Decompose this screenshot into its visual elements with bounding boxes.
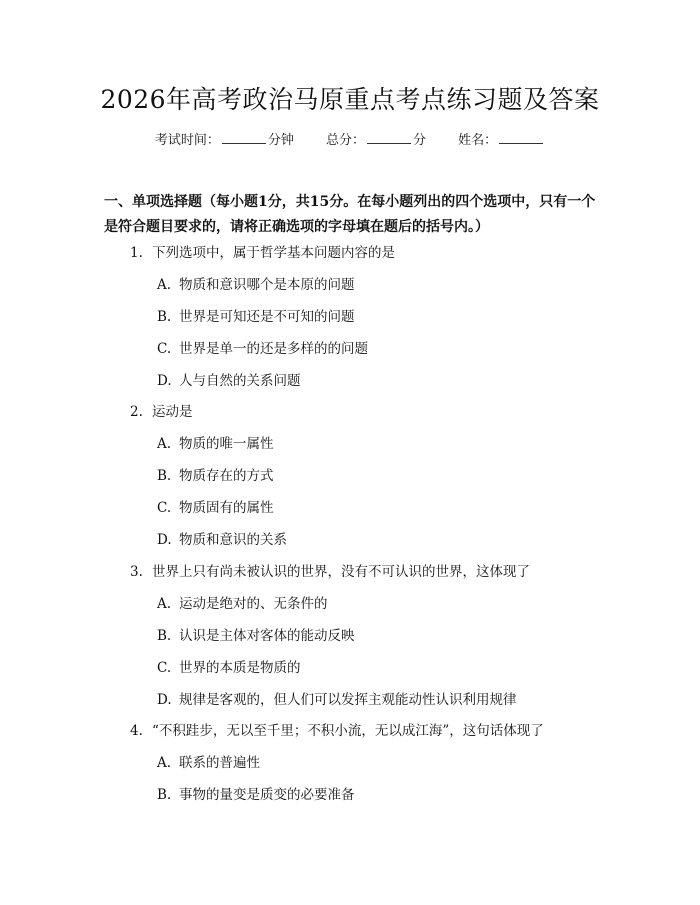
option-letter: A. xyxy=(157,755,172,771)
question-4 xyxy=(130,722,544,740)
question-text: “不积跬步，无以至千里；不积小流，无以成江海”，这句话体现了 xyxy=(152,723,544,739)
question-number: 4. xyxy=(130,723,143,739)
question-3-option-c xyxy=(157,659,301,677)
option-letter: C. xyxy=(157,500,172,516)
exam-time-field xyxy=(155,133,294,148)
question-number: 2. xyxy=(130,404,143,420)
page-title: 2026年高考政治马原重点考点练习题及答案 xyxy=(100,85,600,114)
option-text: 世界是可知还是不可知的问题 xyxy=(179,309,355,325)
exam-time-label: 考试时间： xyxy=(154,133,220,148)
question-3-option-b xyxy=(157,627,355,645)
question-number: 1. xyxy=(130,245,143,261)
total-score-field xyxy=(326,133,426,148)
option-text: 人与自然的关系问题 xyxy=(179,373,301,389)
option-letter: C. xyxy=(157,341,172,357)
question-1-option-c xyxy=(157,340,368,358)
option-text: 物质固有的属性 xyxy=(179,500,274,516)
option-letter: B. xyxy=(157,628,172,644)
total-score-unit: 分 xyxy=(413,133,427,148)
exam-time-unit: 分钟 xyxy=(267,133,294,148)
question-2-option-d xyxy=(157,531,287,549)
option-text: 运动是绝对的、无条件的 xyxy=(179,596,328,612)
option-text: 物质的唯一属性 xyxy=(179,436,274,452)
option-text: 物质和意识哪个是本原的问题 xyxy=(179,277,355,293)
question-3-option-a xyxy=(157,595,328,613)
question-number: 3. xyxy=(130,564,143,580)
question-3-option-d xyxy=(157,691,517,709)
question-3 xyxy=(130,563,530,581)
student-name-label: 姓名： xyxy=(458,133,498,148)
question-2 xyxy=(130,403,193,421)
option-letter: A. xyxy=(157,436,172,452)
question-4-option-a xyxy=(157,754,260,772)
option-letter: B. xyxy=(157,309,172,325)
option-text: 联系的普遍性 xyxy=(179,755,260,771)
option-text: 事物的量变是质变的必要准备 xyxy=(179,787,355,803)
question-1 xyxy=(130,244,395,262)
question-text: 下列选项中，属于哲学基本问题内容的是 xyxy=(152,245,395,261)
option-letter: B. xyxy=(157,787,172,803)
student-name-field xyxy=(458,133,545,148)
total-score-blank xyxy=(367,131,411,144)
exam-time-blank xyxy=(222,131,266,144)
section-heading: 一、单项选择题（每小题1分，共15分。在每小题列出的四个选项中，只有一个是符合题目要求的，请将正确选项的字母填在题后的括号内。） xyxy=(104,194,596,235)
option-letter: D. xyxy=(157,532,172,548)
option-text: 物质存在的方式 xyxy=(179,468,274,484)
question-text: 世界上只有尚未被认识的世界，没有不可认识的世界，这体现了 xyxy=(152,564,530,580)
option-text: 世界是单一的还是多样的的问题 xyxy=(179,341,368,357)
option-letter: A. xyxy=(157,277,172,293)
question-1-option-d xyxy=(157,372,301,390)
option-letter: D. xyxy=(157,373,172,389)
question-4-option-b xyxy=(157,786,355,804)
exam-info-line xyxy=(0,131,700,150)
question-2-option-a xyxy=(157,435,274,453)
student-name-blank xyxy=(499,131,543,144)
option-text: 物质和意识的关系 xyxy=(179,532,287,548)
option-text: 认识是主体对客体的能动反映 xyxy=(179,628,355,644)
option-letter: D. xyxy=(157,692,172,708)
question-2-option-b xyxy=(157,467,274,485)
question-2-option-c xyxy=(157,499,274,517)
option-letter: A. xyxy=(157,596,172,612)
question-text: 运动是 xyxy=(152,404,193,420)
question-1-option-b xyxy=(157,308,355,326)
option-text: 世界的本质是物质的 xyxy=(179,660,301,676)
option-text: 规律是客观的，但人们可以发挥主观能动性认识利用规律 xyxy=(179,692,517,708)
option-letter: C. xyxy=(157,660,172,676)
question-1-option-a xyxy=(157,276,355,294)
total-score-label: 总分： xyxy=(325,133,365,148)
option-letter: B. xyxy=(157,468,172,484)
